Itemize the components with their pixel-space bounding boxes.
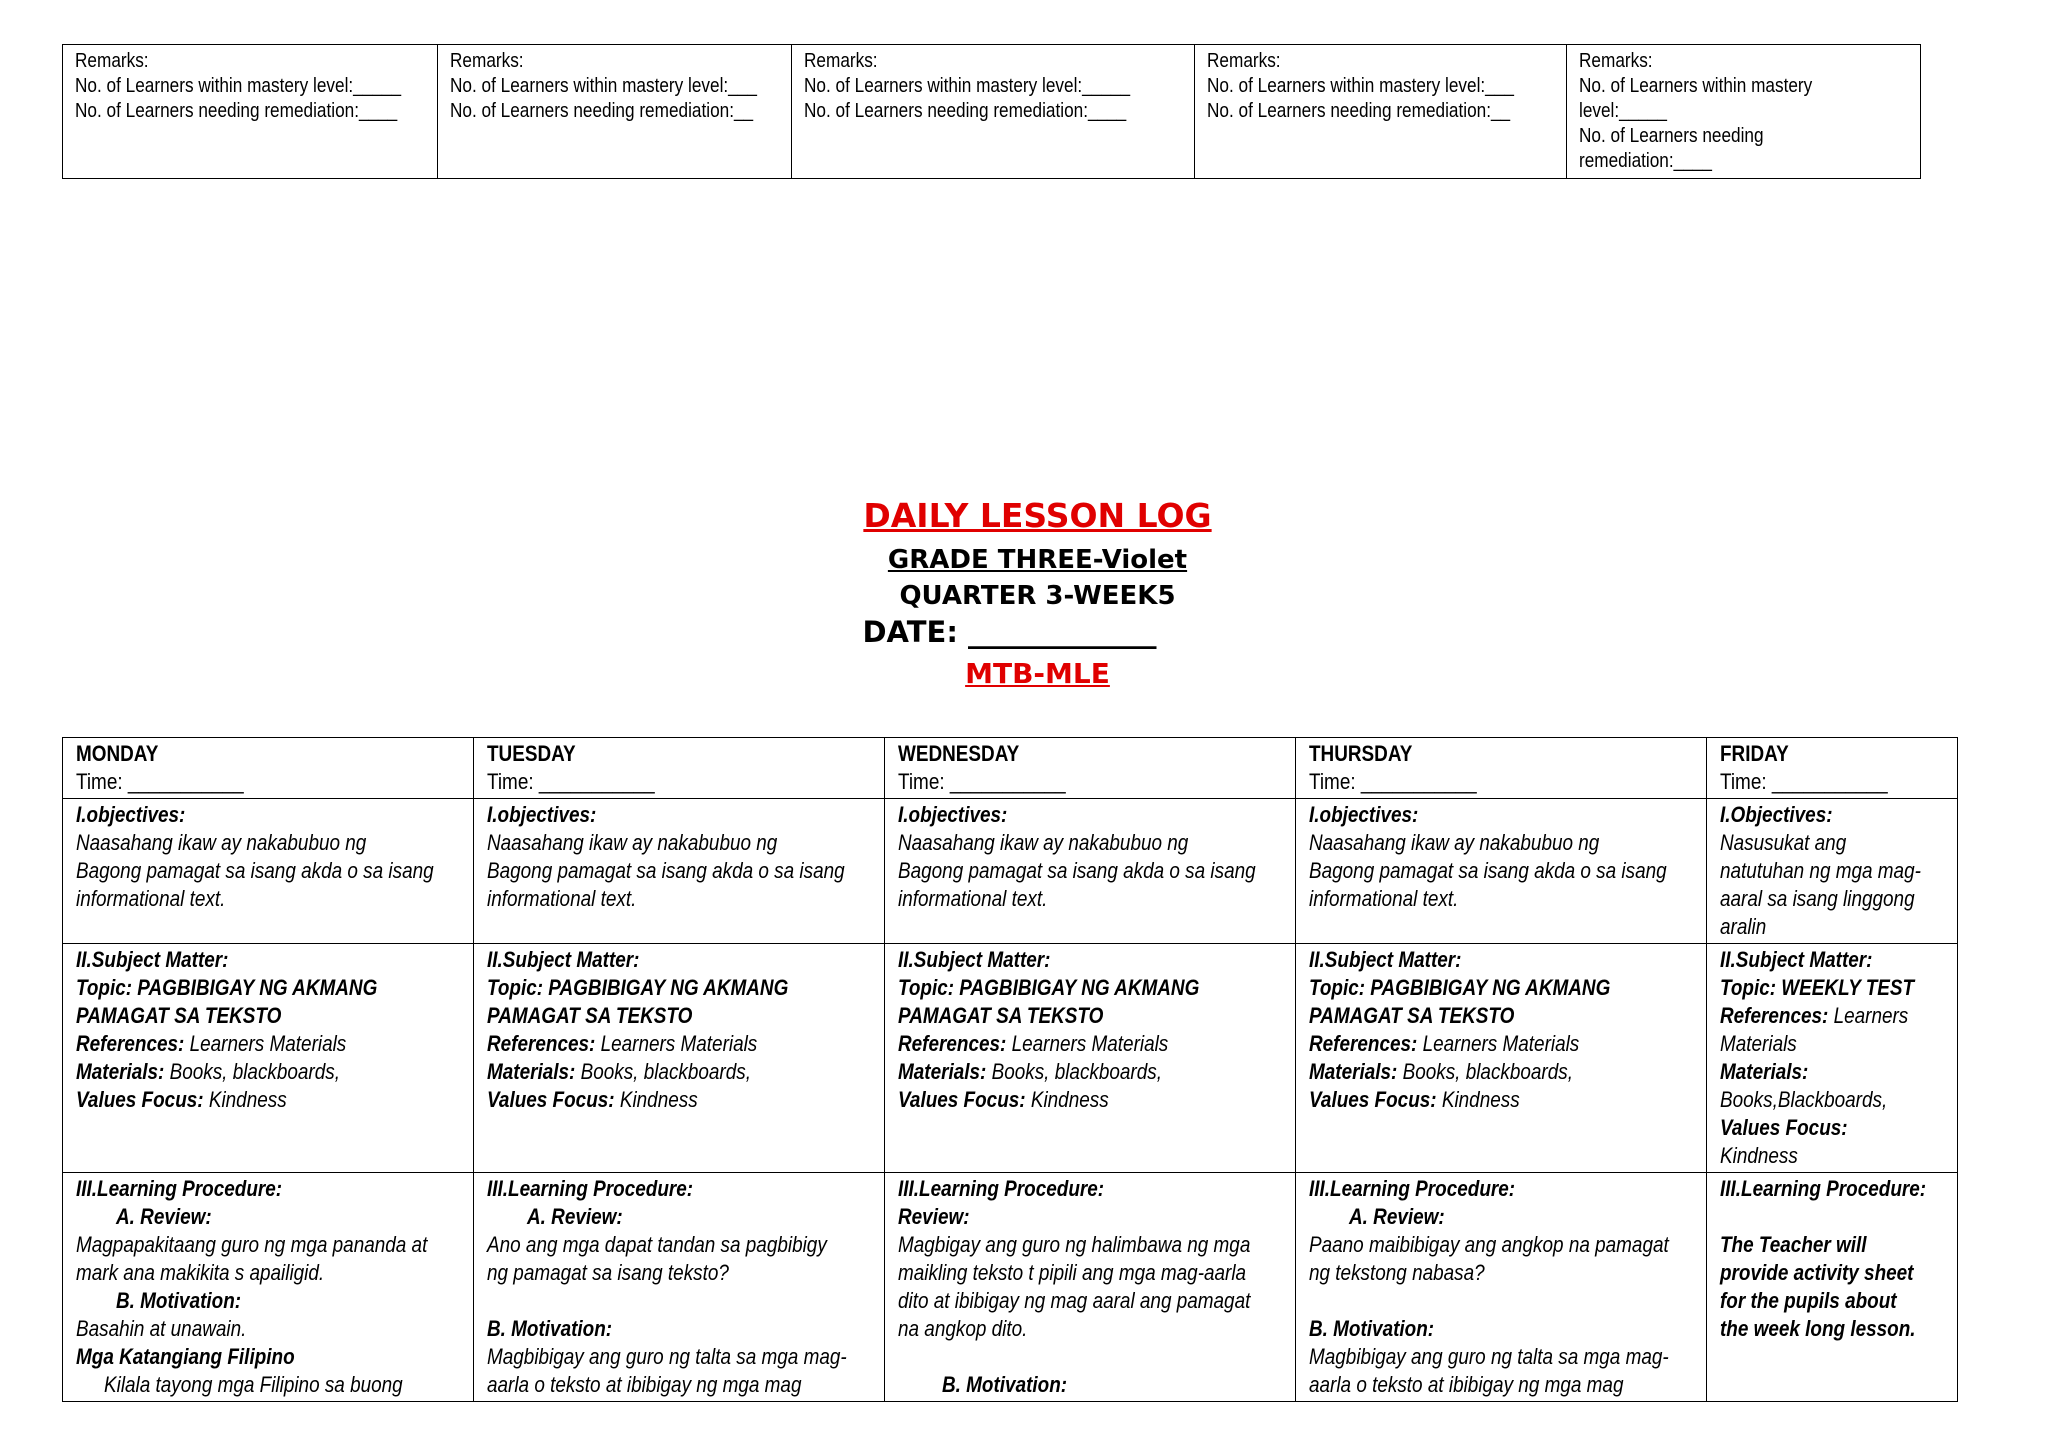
topic-line: Topic: PAGBIBIGAY NG AKMANG bbox=[76, 975, 378, 1000]
topic-line-cont: PAMAGAT SA TEKSTO bbox=[76, 1003, 282, 1028]
values-value: Kindness bbox=[1025, 1087, 1109, 1112]
materials-value: Books, blackboards, bbox=[986, 1059, 1162, 1084]
references-label: References: bbox=[76, 1031, 185, 1056]
procedure-cell-thursday bbox=[1296, 1173, 1707, 1402]
topic-line: Topic: PAGBIBIGAY NG AKMANG bbox=[898, 975, 1200, 1000]
day-cell-tuesday bbox=[474, 738, 885, 799]
objectives-heading: I.objectives: bbox=[1309, 802, 1419, 827]
references-value: Learners Materials bbox=[595, 1031, 758, 1056]
day-name: WEDNESDAY bbox=[898, 741, 1020, 766]
motivation-heading: B. Motivation: bbox=[942, 1372, 1068, 1397]
blank-line bbox=[1309, 1287, 1693, 1315]
objectives-heading: I.Objectives: bbox=[1720, 802, 1833, 827]
procedure-line: na angkop dito. bbox=[898, 1316, 1028, 1341]
remarks-label: Remarks: bbox=[1579, 50, 1653, 72]
procedure-line: aarla o teksto at ibibigay ng mga mag bbox=[487, 1372, 802, 1397]
day-name: FRIDAY bbox=[1720, 741, 1789, 766]
procedure-line: for the pupils about bbox=[1720, 1288, 1897, 1313]
procedure-cell-tuesday bbox=[474, 1173, 885, 1402]
time-field: Time: ___________ bbox=[1720, 769, 1888, 794]
references-value-cont: Materials bbox=[1720, 1031, 1797, 1056]
references-value: Learners Materials bbox=[1417, 1031, 1580, 1056]
objective-line: informational text. bbox=[1309, 886, 1459, 911]
objective-line: Naasahang ikaw ay nakabubuo ng bbox=[898, 830, 1189, 855]
remediation-line: No. of Learners needing remediation:____ bbox=[804, 100, 1127, 122]
procedure-cell-friday bbox=[1707, 1173, 1958, 1402]
motivation-heading: B. Motivation: bbox=[487, 1316, 613, 1341]
procedure-heading: III.Learning Procedure: bbox=[1720, 1176, 1927, 1201]
objective-line: informational text. bbox=[487, 886, 637, 911]
remarks-cell-tuesday bbox=[438, 45, 792, 179]
remediation-line: No. of Learners needing remediation:____ bbox=[75, 100, 398, 122]
time-field: Time: ___________ bbox=[1309, 769, 1477, 794]
references-value: Learners Materials bbox=[184, 1031, 347, 1056]
subject-heading: II.Subject Matter: bbox=[76, 947, 229, 972]
objectives-cell-friday bbox=[1707, 799, 1958, 944]
objectives-cell bbox=[885, 799, 1296, 944]
remarks-cell-monday bbox=[63, 45, 438, 179]
procedure-line: Magbibigay ang guro ng talta sa mga mag- bbox=[1309, 1344, 1669, 1369]
materials-label: Materials: bbox=[76, 1059, 165, 1084]
objective-line: natutuhan ng mga mag- bbox=[1720, 858, 1921, 883]
day-cell-thursday bbox=[1296, 738, 1707, 799]
topic-line: Topic: WEEKLY TEST bbox=[1720, 975, 1915, 1000]
references-label: References: bbox=[487, 1031, 596, 1056]
remarks-cell-thursday bbox=[1195, 45, 1567, 179]
remarks-row bbox=[63, 45, 1921, 179]
subject-heading: II.Subject Matter: bbox=[1309, 947, 1462, 972]
values-value: Kindness bbox=[1436, 1087, 1520, 1112]
objective-line: Bagong pamagat sa isang akda o sa isang bbox=[1309, 858, 1667, 883]
procedure-line: Magbigay ang guro ng halimbawa ng mga bbox=[898, 1232, 1251, 1257]
remarks-label: Remarks: bbox=[1207, 50, 1281, 72]
objectives-row bbox=[63, 799, 1958, 944]
mastery-line: No. of Learners within mastery level:___ bbox=[1207, 75, 1514, 97]
subject-matter-cell bbox=[474, 944, 885, 1173]
references-label: References: bbox=[1720, 1003, 1829, 1028]
review-heading: A. Review: bbox=[1349, 1204, 1445, 1229]
mastery-line-cont: level:_____ bbox=[1579, 100, 1667, 122]
references-value: Learners Materials bbox=[1006, 1031, 1169, 1056]
materials-value: Books, blackboards, bbox=[164, 1059, 340, 1084]
procedure-line: aarla o teksto at ibibigay ng mga mag bbox=[1309, 1372, 1624, 1397]
values-value: Kindness bbox=[203, 1087, 287, 1112]
topic-line-cont: PAMAGAT SA TEKSTO bbox=[1309, 1003, 1515, 1028]
reading-title: Mga Katangiang Filipino bbox=[76, 1344, 295, 1369]
values-label: Values Focus: bbox=[1309, 1087, 1437, 1112]
procedure-row bbox=[63, 1173, 1958, 1402]
remediation-line: No. of Learners needing remediation:__ bbox=[450, 100, 754, 122]
procedure-cell-wednesday bbox=[885, 1173, 1296, 1402]
review-heading: A. Review: bbox=[527, 1204, 623, 1229]
objective-line: aralin bbox=[1720, 914, 1767, 939]
procedure-line: Magpapakitaang guro ng mga pananda at bbox=[76, 1232, 428, 1257]
blank-line bbox=[487, 1287, 871, 1315]
materials-label: Materials: bbox=[487, 1059, 576, 1084]
remarks-cell-friday bbox=[1567, 45, 1921, 179]
materials-label: Materials: bbox=[1309, 1059, 1398, 1084]
values-label: Values Focus: bbox=[487, 1087, 615, 1112]
materials-label: Materials: bbox=[898, 1059, 987, 1084]
procedure-line: Paano maibibigay ang angkop na pamagat bbox=[1309, 1232, 1669, 1257]
subject-heading: II.Subject Matter: bbox=[1720, 947, 1873, 972]
time-field: Time: ___________ bbox=[898, 769, 1066, 794]
procedure-line: Ano ang mga dapat tandan sa pagbibigy bbox=[487, 1232, 827, 1257]
day-cell-monday bbox=[63, 738, 474, 799]
mastery-line: No. of Learners within mastery level:___ bbox=[450, 75, 757, 97]
remarks-cell-wednesday bbox=[792, 45, 1195, 179]
objectives-cell bbox=[1296, 799, 1707, 944]
remarks-label: Remarks: bbox=[450, 50, 524, 72]
references-label: References: bbox=[1309, 1031, 1418, 1056]
remarks-table bbox=[62, 44, 1921, 179]
subject-matter-cell bbox=[63, 944, 474, 1173]
procedure-line: Kilala tayong mga Filipino sa buong bbox=[104, 1372, 403, 1397]
values-label: Values Focus: bbox=[898, 1087, 1026, 1112]
procedure-line: provide activity sheet bbox=[1720, 1260, 1914, 1285]
materials-value: Books, blackboards, bbox=[1397, 1059, 1573, 1084]
day-cell-wednesday bbox=[885, 738, 1296, 799]
review-heading: Review: bbox=[898, 1204, 970, 1229]
remediation-line: No. of Learners needing remediation:__ bbox=[1207, 100, 1511, 122]
motivation-heading: B. Motivation: bbox=[116, 1288, 242, 1313]
subject-heading: II.Subject Matter: bbox=[487, 947, 640, 972]
procedure-line: the week long lesson. bbox=[1720, 1316, 1916, 1341]
remediation-line-cont: remediation:____ bbox=[1579, 150, 1712, 172]
objective-line: informational text. bbox=[76, 886, 226, 911]
objective-line: Bagong pamagat sa isang akda o sa isang bbox=[487, 858, 845, 883]
remediation-line: No. of Learners needing bbox=[1579, 125, 1764, 147]
procedure-heading: III.Learning Procedure: bbox=[487, 1176, 694, 1201]
procedure-line: ng tekstong nabasa? bbox=[1309, 1260, 1485, 1285]
topic-line-cont: PAMAGAT SA TEKSTO bbox=[898, 1003, 1104, 1028]
topic-line-cont: PAMAGAT SA TEKSTO bbox=[487, 1003, 693, 1028]
procedure-line: dito at ibibigay ng mag aaral ang pamagat bbox=[898, 1288, 1251, 1313]
objective-line: Bagong pamagat sa isang akda o sa isang bbox=[898, 858, 1256, 883]
objectives-cell bbox=[474, 799, 885, 944]
time-field: Time: ___________ bbox=[487, 769, 655, 794]
mastery-line: No. of Learners within mastery level:_____ bbox=[804, 75, 1131, 97]
values-label: Values Focus: bbox=[1720, 1115, 1848, 1140]
values-value: Kindness bbox=[1720, 1143, 1798, 1168]
procedure-heading: III.Learning Procedure: bbox=[1309, 1176, 1516, 1201]
subject-matter-cell-friday bbox=[1707, 944, 1958, 1173]
quarter-week: QUARTER 3-WEEK5 bbox=[899, 581, 1176, 611]
procedure-heading: III.Learning Procedure: bbox=[76, 1176, 283, 1201]
procedure-line: mark ana makikita s apailigid. bbox=[76, 1260, 325, 1285]
page-title: DAILY LESSON LOG bbox=[863, 496, 1212, 535]
values-value: Kindness bbox=[614, 1087, 698, 1112]
day-cell-friday bbox=[1707, 738, 1958, 799]
blank-line bbox=[1720, 1203, 1944, 1231]
remarks-label: Remarks: bbox=[804, 50, 878, 72]
materials-label: Materials: bbox=[1720, 1059, 1809, 1084]
objective-line: Bagong pamagat sa isang akda o sa isang bbox=[76, 858, 434, 883]
subject-matter-cell bbox=[1296, 944, 1707, 1173]
subject-heading: II.Subject Matter: bbox=[898, 947, 1051, 972]
procedure-line: Basahin at unawain. bbox=[76, 1316, 247, 1341]
objectives-heading: I.objectives: bbox=[487, 802, 597, 827]
topic-line: Topic: PAGBIBIGAY NG AKMANG bbox=[487, 975, 789, 1000]
objective-line: informational text. bbox=[898, 886, 1048, 911]
date-field: DATE: _____________ bbox=[862, 615, 1157, 649]
time-field: Time: ___________ bbox=[76, 769, 244, 794]
materials-value: Books, blackboards, bbox=[575, 1059, 751, 1084]
subject-matter-cell bbox=[885, 944, 1296, 1173]
lesson-table bbox=[62, 737, 1958, 1402]
references-value: Learners bbox=[1828, 1003, 1909, 1028]
procedure-line: maikling teksto t pipili ang mga mag-aarla bbox=[898, 1260, 1247, 1285]
objectives-heading: I.objectives: bbox=[76, 802, 186, 827]
review-heading: A. Review: bbox=[116, 1204, 212, 1229]
objectives-heading: I.objectives: bbox=[898, 802, 1008, 827]
grade-section: GRADE THREE-Violet bbox=[887, 545, 1188, 575]
procedure-line: The Teacher will bbox=[1720, 1232, 1867, 1257]
objective-line: Nasusukat ang bbox=[1720, 830, 1847, 855]
procedure-line: Magbibigay ang guro ng talta sa mga mag- bbox=[487, 1344, 847, 1369]
materials-value: Books,Blackboards, bbox=[1720, 1087, 1888, 1112]
procedure-heading: III.Learning Procedure: bbox=[898, 1176, 1105, 1201]
topic-line: Topic: PAGBIBIGAY NG AKMANG bbox=[1309, 975, 1611, 1000]
values-label: Values Focus: bbox=[76, 1087, 204, 1112]
day-name: MONDAY bbox=[76, 741, 159, 766]
procedure-cell-monday bbox=[63, 1173, 474, 1402]
objective-line: aaral sa isang linggong bbox=[1720, 886, 1915, 911]
objective-line: Naasahang ikaw ay nakabubuo ng bbox=[487, 830, 778, 855]
objectives-cell bbox=[63, 799, 474, 944]
day-name: THURSDAY bbox=[1309, 741, 1413, 766]
mastery-line: No. of Learners within mastery level:_____ bbox=[75, 75, 402, 97]
procedure-line: ng pamagat sa isang teksto? bbox=[487, 1260, 729, 1285]
day-name: TUESDAY bbox=[487, 741, 576, 766]
subject-title: MTB-MLE bbox=[965, 657, 1110, 690]
references-label: References: bbox=[898, 1031, 1007, 1056]
day-header-row bbox=[63, 738, 1958, 799]
objective-line: Naasahang ikaw ay nakabubuo ng bbox=[76, 830, 367, 855]
remarks-label: Remarks: bbox=[75, 50, 149, 72]
objective-line: Naasahang ikaw ay nakabubuo ng bbox=[1309, 830, 1600, 855]
blank-line bbox=[898, 1343, 1282, 1371]
motivation-heading: B. Motivation: bbox=[1309, 1316, 1435, 1341]
subject-matter-row bbox=[63, 944, 1958, 1173]
mastery-line: No. of Learners within mastery bbox=[1579, 75, 1813, 97]
